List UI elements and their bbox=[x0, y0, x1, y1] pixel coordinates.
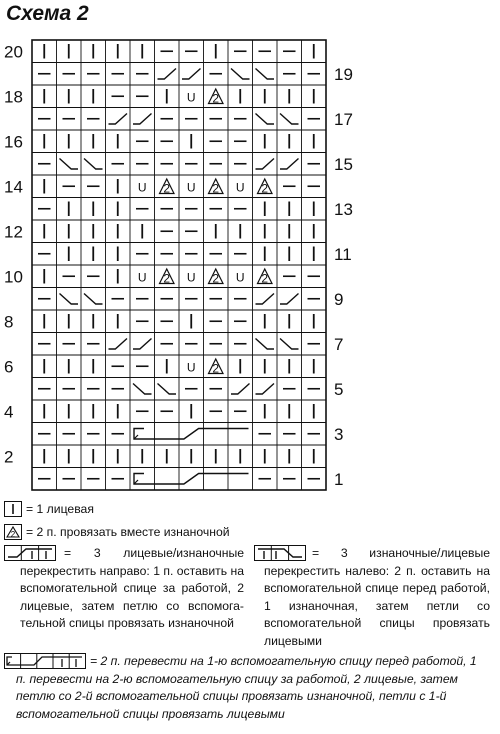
row-number-left: 8 bbox=[4, 312, 14, 332]
p2tog-stitch-icon bbox=[4, 524, 22, 540]
legend-cross-big-text: = 2 п. перевести на 1-ю вспомогательную спицу перед работой, 1 п. перевести на 2-ю вспомогательную спицу за работой, 2 лицевые, затем петлю со 2-й вспомогательной спицы провязать изнаночной, петли с 1-й вспомогательной спицы провязать лицевыми bbox=[16, 654, 477, 721]
legend-knit-text: = 1 лицевая bbox=[26, 502, 94, 516]
p2tog-digit: 2 bbox=[163, 271, 171, 286]
legend-cross-left-text: = 3 изнаночные/лицевые перекрестить налево: 2 п. оставить на вспомогательной спице перед работой, 1 изнаночная, затем петли со вспомогательной спицы провязать лицевыми bbox=[264, 546, 490, 648]
p2tog-digit: 2 bbox=[212, 271, 220, 286]
knit-stitch-icon bbox=[4, 501, 22, 517]
row-number-right: 9 bbox=[334, 289, 344, 309]
legend-p2tog-text: = 2 п. провязать вместе изнаночной bbox=[26, 525, 230, 539]
yarn-over-stitch: U bbox=[137, 180, 147, 195]
chart-title: Схема 2 bbox=[6, 2, 89, 25]
p2tog-digit: 2 bbox=[261, 271, 269, 286]
row-number-left: 4 bbox=[4, 402, 14, 422]
svg-text:2: 2 bbox=[10, 530, 16, 539]
chart-grid bbox=[32, 40, 326, 490]
row-number-left: 10 bbox=[4, 267, 23, 287]
row-number-left: 16 bbox=[4, 132, 23, 152]
row-number-right: 17 bbox=[334, 109, 353, 129]
row-number-left: 14 bbox=[4, 177, 23, 197]
row-number-left: 12 bbox=[4, 222, 23, 242]
row-number-left: 6 bbox=[4, 357, 14, 377]
p2tog-digit: 2 bbox=[212, 361, 220, 376]
yarn-over-stitch: U bbox=[137, 270, 147, 285]
p2tog-digit: 2 bbox=[212, 91, 220, 106]
row-number-right: 7 bbox=[334, 334, 344, 354]
p2tog-digit: 2 bbox=[261, 181, 269, 196]
yarn-over-stitch: U bbox=[186, 90, 196, 105]
yarn-over-stitch: U bbox=[235, 270, 245, 285]
yarn-over-stitch: U bbox=[186, 180, 196, 195]
p2tog-digit: 2 bbox=[163, 181, 171, 196]
row-number-right: 13 bbox=[334, 199, 353, 219]
row-number-right: 5 bbox=[334, 379, 344, 399]
yarn-over-stitch: U bbox=[186, 360, 196, 375]
p2tog-digit: 2 bbox=[212, 181, 220, 196]
row-number-right: 1 bbox=[334, 469, 344, 489]
yarn-over-stitch: U bbox=[186, 270, 196, 285]
row-number-right: 11 bbox=[334, 244, 352, 264]
yarn-over-stitch: U bbox=[235, 180, 245, 195]
row-number-right: 15 bbox=[334, 154, 353, 174]
row-number-right: 3 bbox=[334, 424, 344, 444]
row-number-left: 18 bbox=[4, 87, 23, 107]
row-number-left: 2 bbox=[4, 447, 14, 467]
row-number-left: 20 bbox=[4, 42, 23, 62]
row-number-right: 19 bbox=[334, 64, 353, 84]
legend-cross-right-text: = 3 лицевые/изнаночные перекрестить направо: 1 п. оставить на вспомогательной спице за работой, 2 лицевые, затем петлю со вспомога- тельной спицы провязать изнаночной bbox=[20, 546, 244, 631]
